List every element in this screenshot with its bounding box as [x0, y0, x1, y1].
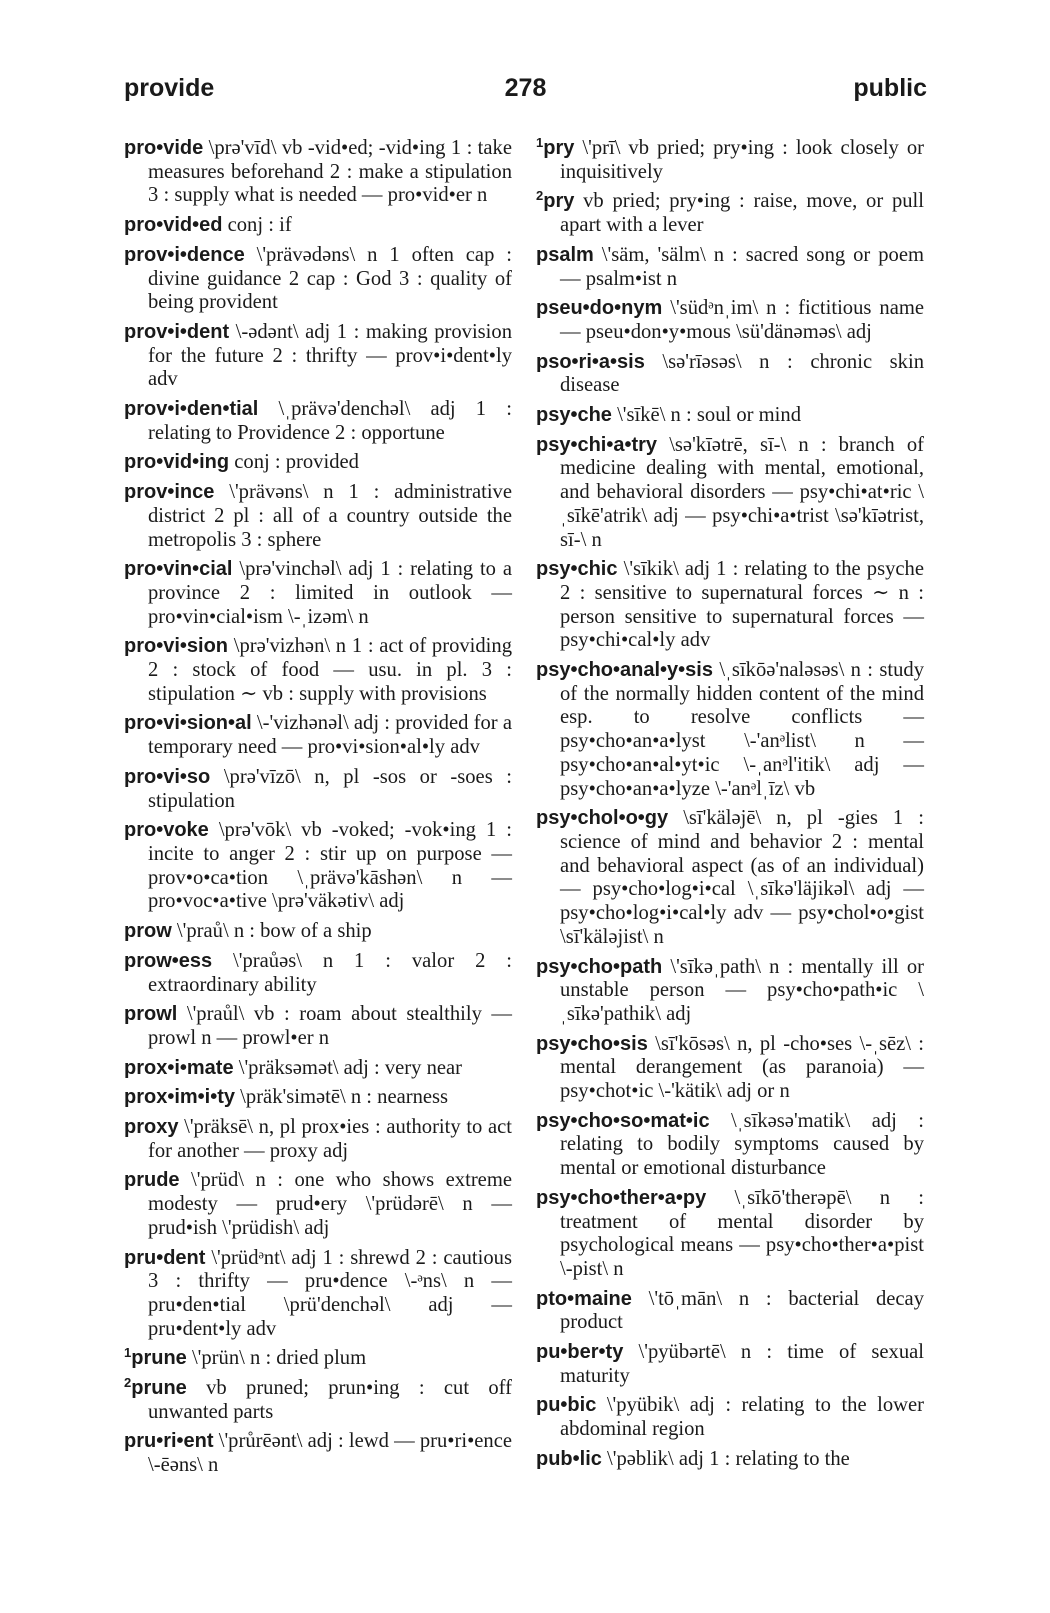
right-column	[536, 131, 924, 1472]
dictionary-entry	[124, 1051, 512, 1081]
headword: prox•i•mate	[124, 1056, 234, 1079]
definition-text: \'präksəmət\ adj : very near	[233, 1056, 463, 1079]
definition-text: \'pyübərtē\ n : time of sexual maturity	[560, 1341, 924, 1387]
dictionary-entry	[536, 1388, 924, 1441]
headword: prov•i•dence	[124, 243, 245, 266]
definition-text: \'pəblik\ adj 1 : relating to the	[601, 1447, 850, 1470]
headword: pseu•do•nym	[536, 297, 663, 320]
dictionary-entry	[536, 1282, 924, 1335]
definition-text: \ˌsīkōə'naləsəs\ n : study of the normally hidden content of the mind esp. to resolve conflicts — psy•cho•an•a•lyst \-'anᵊlist\ n — psy•cho•an•al•yt•ic \-ˌanᵊl'itik\ adj — psy•cho•an•a•lyze \-'anᵊlˌīz\ vb	[560, 659, 924, 800]
headword: pu•ber•ty	[536, 1341, 624, 1364]
definition-text: \'prün\ n : dried plum	[186, 1347, 367, 1370]
definition-text: \'prüd\ n : one who shows extreme modesty — prud•ery \'prüdərē\ n — prud•ish \'prüdish\ adj	[148, 1169, 512, 1239]
definition-text: \'präksē\ n, pl prox•ies : authority to act for another — proxy adj	[148, 1116, 512, 1162]
guide-word-right: public	[853, 74, 927, 102]
headword: pro•vin•cial	[124, 558, 233, 581]
dictionary-entry	[124, 1163, 512, 1240]
dictionary-entry	[124, 475, 512, 552]
headword: pro•vi•sion	[124, 635, 229, 658]
dictionary-entry	[124, 1424, 512, 1477]
headword: pro•vide	[124, 137, 204, 159]
headword: pro•vid•ing	[124, 451, 230, 474]
dictionary-entry	[124, 1371, 512, 1424]
headword: pru•dent	[124, 1246, 206, 1269]
headword: prude	[124, 1169, 180, 1192]
definition-text: \ˌsīkəsə'matik\ adj : relating to bodily symptoms caused by mental or emotional disturbance	[560, 1109, 924, 1180]
guide-word-left: provide	[124, 74, 215, 102]
headword: pso•ri•a•sis	[536, 350, 645, 373]
dictionary-entry	[124, 208, 512, 238]
headword: pub•lic	[536, 1447, 602, 1470]
headword: prow	[124, 920, 172, 943]
dictionary-entry	[536, 1027, 924, 1104]
definition-text: \präk'simətē\ n : nearness	[235, 1086, 449, 1109]
headword: prow•ess	[124, 949, 213, 972]
headword: psy•cho•path	[536, 955, 663, 978]
headword: psy•cho•anal•y•sis	[536, 659, 713, 682]
dictionary-entry	[124, 238, 512, 315]
dictionary-entry	[536, 552, 924, 653]
dictionary-entry	[124, 392, 512, 445]
definition-text: \'sīkē\ n : soul or mind	[611, 404, 801, 427]
definition-text: \'prävədəns\ n 1 often cap : divine guidance 2 cap : God 3 : quality of being provident	[148, 243, 512, 314]
headword: pru•ri•ent	[124, 1430, 214, 1453]
headword: psy•cho•so•mat•ic	[536, 1109, 710, 1132]
headword: prov•ince	[124, 481, 215, 504]
dictionary-entry	[536, 291, 924, 344]
homograph-number: 1	[536, 135, 544, 150]
headword: prowl	[124, 1003, 178, 1026]
definition-text: conj : provided	[229, 451, 359, 474]
headword: pro•vid•ed	[124, 214, 223, 237]
headword: proxy	[124, 1116, 179, 1139]
dictionary-entry	[124, 944, 512, 997]
definition-text: \'tōˌmān\ n : bacterial decay product	[560, 1287, 924, 1334]
headword: prune	[131, 1377, 187, 1400]
dictionary-entry	[536, 1181, 924, 1282]
dictionary-entry	[124, 131, 512, 208]
headword: prov•i•dent	[124, 320, 230, 343]
dictionary-entry	[124, 1241, 512, 1342]
definition-text: \'prüdᵊnt\ adj 1 : shrewd 2 : cautious 3 : thrifty — pru•dence \-ᵊns\ n — pru•den•tial \prü'denchəl\ adj — pru•dent•ly adv	[148, 1246, 512, 1340]
dictionary-entry	[536, 428, 924, 553]
dictionary-entry	[536, 131, 924, 184]
homograph-number: 2	[536, 188, 544, 204]
dictionary-entry	[124, 1341, 512, 1371]
headword: psy•cho•sis	[536, 1032, 648, 1055]
definition-text: \'prī\ vb pried; pry•ing : look closely or inquisitively	[560, 137, 924, 183]
headword: pry	[543, 190, 575, 213]
dictionary-entry	[536, 801, 924, 949]
dictionary-entry	[536, 398, 924, 428]
headword: pro•vi•sion•al	[124, 712, 252, 735]
headword: psy•chi•a•try	[536, 433, 658, 456]
page-header	[124, 74, 927, 114]
definition-text: \prə'vīzō\ n, pl -sos or -soes : stipulation	[148, 765, 512, 812]
definition-text: \'südᵊnˌim\ n : fictitious name — pseu•don•y•mous \sü'dänəməs\ adj	[560, 297, 924, 343]
dictionary-entry	[536, 345, 924, 398]
headword: prune	[131, 1347, 187, 1370]
left-column	[124, 131, 512, 1478]
headword: psy•che	[536, 404, 612, 427]
homograph-number: 1	[124, 1345, 132, 1361]
headword: psy•chic	[536, 558, 618, 581]
dictionary-entry	[124, 315, 512, 392]
dictionary-entry	[536, 1442, 924, 1472]
definition-text: \'průrēənt\ adj : lewd — pru•ri•ence \-ēəns\ n	[148, 1430, 512, 1477]
definition-text: \'sīkəˌpath\ n : mentally ill or unstable person — psy•cho•path•ic \ˌsīkə'pathik\ adj	[560, 955, 924, 1025]
dictionary-entry	[124, 629, 512, 706]
dictionary-entry	[536, 950, 924, 1027]
definition-text: \'praů\ n : bow of a ship	[171, 920, 372, 943]
definition-text: \'sīkik\ adj 1 : relating to the psyche 2 : sensitive to supernatural forces ∼ n : person sensitive to supernatural forces — psy•chi•cal•ly adv	[560, 558, 924, 652]
definition-text: \prə'vizhən\ n 1 : act of providing 2 : stock of food — usu. in pl. 3 : stipulation ∼ vb : supply with provisions	[148, 635, 512, 705]
definition-text: \-ədənt\ adj 1 : making provision for the future 2 : thrifty — prov•i•dent•ly adv	[148, 320, 512, 391]
headword: pu•bic	[536, 1394, 597, 1417]
definition-text: \prə'vōk\ vb -voked; -vok•ing 1 : incite to anger 2 : stir up on purpose — prov•o•ca•tion \ˌprävə'kāshən\ n — pro•voc•a•tive \prə'väkətiv\ adj	[148, 819, 512, 913]
definition-text: \prə'vinchəl\ adj 1 : relating to a province 2 : limited in outlook — pro•vin•cial•ism \-ˌizəm\ n	[148, 558, 512, 628]
definition-text: \'pyübik\ adj : relating to the lower abdominal region	[560, 1394, 924, 1441]
dictionary-entry	[124, 813, 512, 914]
definition-text: \'prävəns\ n 1 : administrative district 2 pl : all of a country outside the metropolis 3 : sphere	[148, 481, 512, 551]
dictionary-entry	[124, 445, 512, 475]
dictionary-entry	[124, 706, 512, 759]
dictionary-entry	[124, 914, 512, 944]
dictionary-entry	[124, 760, 512, 813]
dictionary-entry	[536, 1104, 924, 1181]
definition-text: conj : if	[222, 214, 292, 237]
dictionary-entry	[536, 1335, 924, 1388]
headword: prox•im•i•ty	[124, 1086, 236, 1109]
headword: psy•chol•o•gy	[536, 807, 669, 830]
definition-text: \ˌprävə'denchəl\ adj 1 : relating to Providence 2 : opportune	[148, 398, 512, 444]
dictionary-entry	[124, 1080, 512, 1110]
definition-text: \'praůl\ vb : roam about stealthily — prowl n — prowl•er n	[148, 1003, 512, 1049]
dictionary-entry	[124, 1110, 512, 1163]
definition-text: \sī'käləjē\ n, pl -gies 1 : science of mind and behavior 2 : mental and behavioral aspect (as of an individual) — psy•cho•log•i•cal \ˌsīkə'läjikəl\ adj — psy•cho•log•i•cal•ly adv — psy•chol•o•gist \sī'käləjist\ n	[560, 807, 924, 948]
headword: prov•i•den•tial	[124, 398, 259, 421]
definition-text: \ˌsīkō'therəpē\ n : treatment of mental disorder by psychological means — psy•cho•ther•a•pist \-pist\ n	[560, 1186, 924, 1280]
headword: pro•voke	[124, 819, 209, 842]
dictionary-entry	[536, 238, 924, 291]
dictionary-entry	[536, 184, 924, 237]
page-number: 278	[504, 74, 547, 102]
definition-text: \sə'rīəsəs\ n : chronic skin disease	[560, 350, 924, 397]
definition-text: \sī'kōsəs\ n, pl -cho•ses \-ˌsēz\ : mental derangement (as paranoia) — psy•chot•ic \-'kätik\ adj or n	[560, 1032, 924, 1103]
definition-text: \sə'kīətrē, sī-\ n : branch of medicine dealing with mental, emotional, and behavioral disorders — psy•chi•at•ric \ˌsīkē'atrik\ adj — psy•chi•a•trist \sə'kīətrist, sī-\ n	[560, 433, 924, 551]
headword: psalm	[536, 243, 594, 266]
definition-text: \'säm, 'sälm\ n : sacred song or poem — psalm•ist n	[560, 243, 924, 290]
homograph-number: 2	[124, 1375, 132, 1391]
dictionary-entry	[124, 552, 512, 629]
dictionary-entry	[124, 997, 512, 1050]
definition-text: \-'vizhənəl\ adj : provided for a temporary need — pro•vi•sion•al•ly adv	[148, 712, 512, 759]
definition-text: \prə'vīd\ vb -vid•ed; -vid•ing 1 : take measures beforehand 2 : make a stipulation 3 : supply what is needed — pro•vid•er n	[148, 137, 512, 207]
headword: pto•maine	[536, 1287, 632, 1310]
headword: pro•vi•so	[124, 765, 211, 788]
definition-text: vb pruned; prun•ing : cut off unwanted parts	[148, 1377, 512, 1423]
definition-text: vb pried; pry•ing : raise, move, or pull apart with a lever	[560, 190, 924, 237]
headword: psy•cho•ther•a•py	[536, 1186, 707, 1209]
definition-text: \'praůəs\ n 1 : valor 2 : extraordinary ability	[148, 949, 512, 996]
dictionary-entry	[536, 653, 924, 801]
headword: pry	[543, 137, 575, 159]
